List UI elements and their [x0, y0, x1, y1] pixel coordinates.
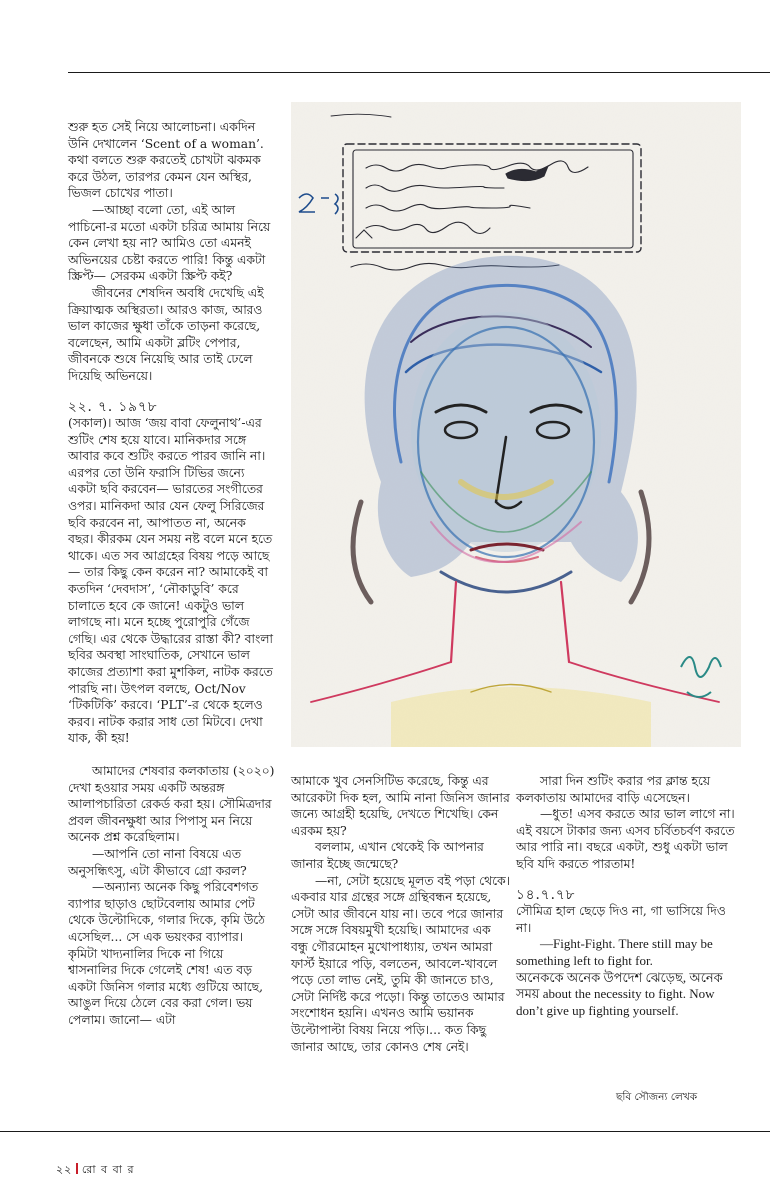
paragraph: —আচ্ছা বলো তো, এই আল পাচিনো-র মতো একটা চরিত্র আমায় নিয়ে কেন লেখা হয় না? আমিও তো এমনই অভিনয়ের চেষ্টা করতে পারি! কিন্তু একটা স্ক্রিপ্ট— সেরকম একটা স্ক্রিপ্ট কই? — [68, 202, 271, 284]
text-column-middle — [291, 773, 511, 1055]
paragraph: —আপনি তো নানা বিষয়ে এত অনুসন্ধিৎসু, এটা কীভাবে গ্রো করল? — [68, 846, 247, 878]
portrait-face — [353, 256, 649, 602]
magazine-name: রো ব বা র — [81, 1163, 135, 1176]
paragraph: সারা দিন শুটিং করার পর ক্লান্ত হয়ে কলকাতায় আমাদের বাড়ি এসেছেন। — [516, 774, 711, 805]
portrait-sketch-image — [291, 102, 741, 747]
paragraph: সৌমিত্র হাল ছেড়ে দিও না, গা ভাসিয়ে দিও না। — [516, 904, 726, 935]
paragraph: অনেককে অনেক উপদেশ ঝেড়েছ, অনেক সময় about the necessity to fight. Now don’t give up fighting yourself. — [516, 969, 723, 1018]
text-column-left — [68, 119, 275, 1028]
paragraph: —না, সেটা হয়েছে মূলত বই পড়া থেকে। একবার যার গ্রন্থের সঙ্গে গ্রন্থিবন্ধন হয়েছে, সেটা আর জীবনে যায় না। তবে পরে জানার সঙ্গে সঙ্গে বিষয়মুখী হয়েছি। আমাদের এক বন্ধু গৌরমোহন মুখোপাধ্যায়, তখন আমরা ফার্স্ট ইয়ারে পড়ি, বলতেন, আবলে-খাবলে পড়ে তো লাভ নেই, তুমি কী জানতে চাও, সেটা নির্দিষ্ট করে পড়ো। কিন্তু তাতেও আমার সংশোধন হয়নি। এখনও আমি ভয়ানক উল্টোপাল্টা বিষয় নিয়ে পড়ি।... কত কিছু জানার আছে, তার কোনও শেষ নেই। — [291, 873, 511, 1054]
top-rule — [68, 72, 770, 73]
diary-date: ২২. ৭. ১৯৭৮ — [68, 398, 158, 415]
page-number: ২২ — [56, 1163, 73, 1176]
paragraph: —Fight-Fight. There still may be something left to fight for. — [516, 936, 713, 968]
photo-credit: ছবি সৌজন্য লেখক — [616, 1091, 698, 1103]
footer-divider — [76, 1163, 78, 1174]
diary-date: ১৪.৭.৭৮ — [516, 886, 576, 903]
paragraph: আমাকে খুব সেনসিটিভ করেছে, কিন্তু এর আরেকটা দিক হল, আমি নানা জিনিস জানার জন্যে আগ্রহী হয়েছি, দেখতে শিখেছি। কেন এরকম হয়? — [291, 774, 510, 838]
paragraph: জীবনের শেষদিন অবধি দেখেছি এই ক্রিয়াত্মক অস্থিরতা। আরও কাজ, আরও ভাল কাজের ক্ষুধা তাঁকে তাড়না করেছে, বলেছেন, আমি একটা ব্লটিং পেপার, জীবনকে শুষে নিয়েছি আর তাই ঢেলে দিয়েছি অভিনয়ে। — [68, 285, 264, 383]
paragraph: —অন্যান্য অনেক কিছু পরিবেশগত ব্যাপার ছাড়াও ছোটবেলায় আমার পেট থেকে উল্টোদিকে, গলার দিকে, কৃমি উঠে এসেছিল... সে এক ভয়ংকর ব্যাপার। কৃমিটা খাদ্যনালির দিকে না গিয়ে শ্বাসনালির দিকে গেলেই শেষ! এত বড় একটা জিনিস গলার মধ্যে গুটিয়ে আছে, আঙুল দিয়ে ঠেলে বের করা গেল। ভয় পেলাম। জানো— এটা — [68, 880, 265, 1027]
paragraph: —ধুত! এসব করতে আর ভাল লাগে না। এই বয়সে টাকার জন্য এসব চর্বিতচর্বণ করতে আর পারি না। বছরে একটা, শুধু একটা ভাল ছবি যদি করতে পারতাম! — [516, 807, 735, 871]
paragraph: (সকাল)। আজ ‘জয় বাবা ফেলুনাথ’-এর শুটিং শেষ হয়ে যাবে। মানিকদার সঙ্গে আবার কবে শুটিং করতে পারব জানি না। এরপর তো উনি ফরাসি টিভির জন্যে একটা ছবি করবেন— ভারতের সংগীতের ওপর। মানিকদা আর যেন ফেলু সিরিজের ছবি করবেন না, আপাতত না, অনেক বছর। কীরকম যেন সময় নষ্ট বলে মনে হতে থাকে। এত সব আগ্রহের বিষয় পড়ে আছে— তার কিছু কেন করেন না? আমাকেই বা কতদিন ‘দেবদাস’, ‘নৌকাডুবি’ করে চালাতে হবে কে জানে! একটুও ভাল লাগছে না। মনে হচ্ছে পুরোপুরি গেঁজে গেছি। এর থেকে উদ্ধারের রাস্তা কী? বাংলা ছবির অবস্থা সাংঘাতিক, সেখানে ভাল কাজের প্রত্যাশা করা মুশকিল, নাটক করতে পারছি না। উৎপল বলছে, Oct/Nov ‘টিকটিকি’ করবে। ‘PLT’-র থেকে হলেও করব। নাটক করার সাধ তো মিটবে। দেখা যাক, কী হয়! — [68, 416, 274, 746]
footer-rule — [0, 1131, 770, 1132]
paragraph: শুরু হত সেই নিয়ে আলোচনা। একদিন উনি দেখালেন ‘Scent of a woman’. কথা বলতে শুরু করতেই চোখটা ঝকমক করে উঠল, তারপর কেমন যেন অস্থির, ভিজল চোখের পাতা। — [68, 120, 264, 201]
page-footer — [56, 1161, 135, 1180]
text-column-right — [516, 773, 736, 1019]
paragraph: বললাম, এখান থেকেই কি আপনার জানার ইচ্ছে জন্মেছে? — [291, 840, 484, 871]
paragraph: আমাদের শেষবার কলকাতায় (২০২০) দেখা হওয়ার সময় একটি অন্তরঙ্গ আলাপচারিতা রেকর্ড করা হয়। সৌমিত্রদার প্রবল জীবনক্ষুধা আর পিপাসু মন নিয়ে অনেক প্রশ্ন করেছিলাম। — [68, 763, 275, 845]
